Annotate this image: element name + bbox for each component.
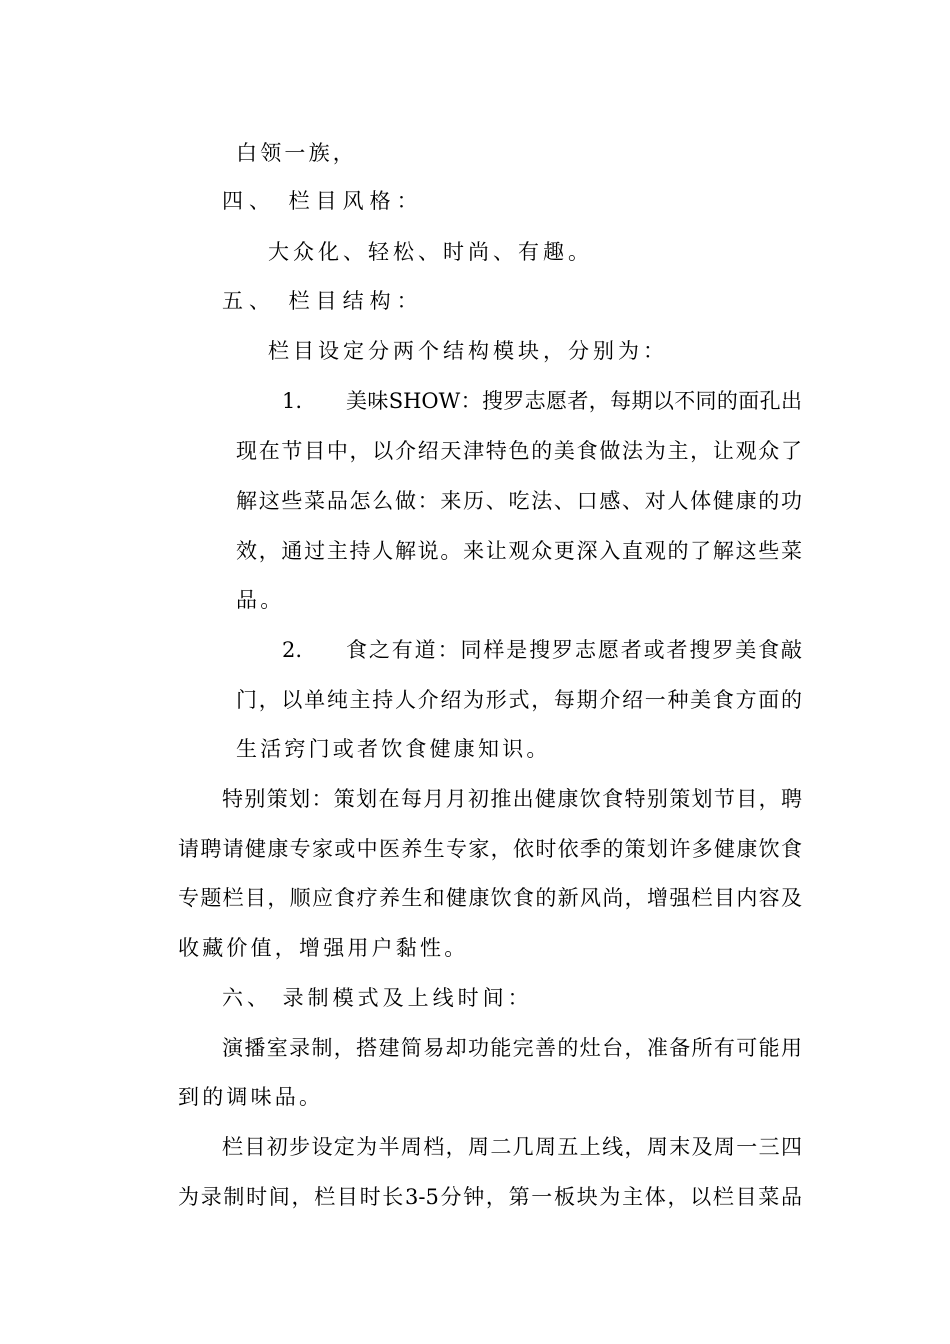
list-item-2-line-2: 门，以单纯主持人介绍为形式，每期介绍一种美食方面的	[236, 688, 802, 712]
text-line-5: 栏目设定分两个结构模块，分别为：	[268, 339, 668, 363]
list-number-2: 2.	[282, 638, 303, 662]
schedule-line-1: 栏目初步设定为半周档，周二几周五上线，周末及周一三四	[222, 1135, 802, 1159]
section-heading-4: 四、 栏目风格：	[222, 189, 424, 213]
special-plan-line-4: 收藏价值，增强用户黏性。	[178, 936, 469, 960]
section-heading-5: 五、 栏目结构：	[222, 289, 424, 313]
list-item-2-line-1: 食之有道：同样是搜罗志愿者或者搜罗美食敲	[346, 638, 802, 662]
list-item-2-line-3: 生活窍门或者饮食健康知识。	[236, 737, 551, 761]
special-plan-line-1: 特别策划：策划在每月月初推出健康饮食特别策划节目，聘	[222, 787, 802, 811]
text-line-1: 白领一族，	[236, 141, 357, 165]
special-plan-line-2: 请聘请健康专家或中医养生专家，依时依季的策划许多健康饮食	[178, 837, 802, 861]
list-item-1-line-3: 解这些菜品怎么做：来历、吃法、口感、对人体健康的功	[236, 489, 802, 513]
list-item-1-line-2: 现在节目中，以介绍天津特色的美食做法为主，让观众了	[236, 439, 802, 463]
recording-line-2: 到的调味品。	[178, 1085, 324, 1109]
list-number-1: 1.	[282, 389, 303, 413]
list-item-1-line-4: 效，通过主持人解说。来让观众更深入直观的了解这些菜	[236, 539, 802, 563]
text-line-3: 大众化、轻松、时尚、有趣。	[268, 240, 593, 264]
recording-line-1: 演播室录制，搭建简易却功能完善的灶台，准备所有可能用	[222, 1036, 802, 1060]
list-item-1-line-5: 品。	[236, 588, 285, 612]
section-heading-6: 六、 录制模式及上线时间：	[222, 986, 533, 1010]
schedule-line-2: 为录制时间，栏目时长3-5分钟，第一板块为主体，以栏目菜品	[178, 1185, 802, 1209]
special-plan-line-3: 专题栏目，顺应食疗养生和健康饮食的新风尚，增强栏目内容及	[178, 886, 802, 910]
list-item-1-line-1: 美味SHOW：搜罗志愿者，每期以不同的面孔出	[346, 389, 802, 413]
